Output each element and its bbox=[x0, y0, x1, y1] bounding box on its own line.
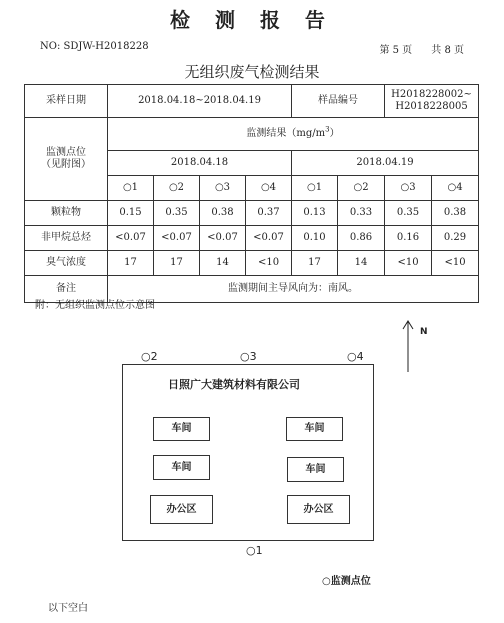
table-cell: <0.07 bbox=[154, 226, 200, 251]
monitoring-point-1: ○1 bbox=[246, 544, 263, 557]
point-header: ○2 bbox=[154, 176, 200, 201]
sample-no-line2: H2018228005 bbox=[395, 101, 468, 112]
table-cell: 14 bbox=[200, 251, 246, 276]
point-header: ○2 bbox=[338, 176, 385, 201]
monitoring-point-2: ○2 bbox=[141, 350, 158, 363]
point-label bbox=[25, 118, 108, 201]
page-info bbox=[379, 41, 464, 56]
point-label-line2: （见附图） bbox=[41, 159, 91, 170]
results-table bbox=[24, 84, 479, 303]
office-building: 办公区 bbox=[287, 495, 350, 524]
sample-no-label: 样品编号 bbox=[292, 85, 385, 118]
table-title: 无组织废气检测结果 bbox=[184, 63, 320, 81]
table-cell: 0.35 bbox=[154, 201, 200, 226]
monitoring-point-4: ○4 bbox=[347, 350, 364, 363]
company-name: 日照广大建筑材料有限公司 bbox=[168, 378, 300, 391]
footer-note: 以下空白 bbox=[48, 603, 88, 614]
table-cell: 0.15 bbox=[108, 201, 154, 226]
table-cell: 0.38 bbox=[432, 201, 479, 226]
office-building: 办公区 bbox=[150, 495, 213, 524]
point-header: ○3 bbox=[200, 176, 246, 201]
table-cell: <0.07 bbox=[200, 226, 246, 251]
table-cell: 0.38 bbox=[200, 201, 246, 226]
north-indicator bbox=[399, 318, 429, 374]
table-cell: <10 bbox=[432, 251, 479, 276]
point-header: ○4 bbox=[432, 176, 479, 201]
legend: ○监测点位 bbox=[322, 576, 371, 587]
sample-no-value bbox=[385, 85, 479, 118]
table-cell: <10 bbox=[385, 251, 432, 276]
sample-no-line1: H2018228002~ bbox=[391, 89, 472, 100]
table-cell: 0.16 bbox=[385, 226, 432, 251]
table-cell: 0.86 bbox=[338, 226, 385, 251]
table-cell: 17 bbox=[108, 251, 154, 276]
table-cell: 0.29 bbox=[432, 226, 479, 251]
monitoring-point-3: ○3 bbox=[240, 350, 257, 363]
result-sup: 3 bbox=[325, 125, 330, 134]
workshop-building: 车间 bbox=[286, 417, 343, 441]
table-row bbox=[25, 201, 479, 226]
diagram-caption: 附：无组织监测点位示意图 bbox=[35, 300, 155, 311]
table-cell: <0.07 bbox=[108, 226, 154, 251]
page-current: 第 5 页 bbox=[379, 45, 413, 56]
result-label: 监测结果（mg/m bbox=[246, 128, 326, 139]
table-row bbox=[25, 251, 479, 276]
page-total: 共 8 页 bbox=[431, 45, 464, 56]
point-label-line1: 监测点位 bbox=[46, 147, 86, 158]
row-label: 臭气浓度 bbox=[25, 251, 108, 276]
north-label: N bbox=[420, 327, 428, 337]
table-cell: 0.10 bbox=[292, 226, 338, 251]
point-header: ○1 bbox=[108, 176, 154, 201]
point-header: ○3 bbox=[385, 176, 432, 201]
report-number: NO: SDJW-H2018228 bbox=[40, 41, 149, 52]
row-label: 非甲烷总烃 bbox=[25, 226, 108, 251]
remark-value: 监测期间主导风向为：南风。 bbox=[108, 276, 479, 303]
point-header: ○1 bbox=[292, 176, 338, 201]
table-cell: 0.35 bbox=[385, 201, 432, 226]
point-header: ○4 bbox=[246, 176, 292, 201]
table-cell: <10 bbox=[246, 251, 292, 276]
result-header bbox=[108, 118, 479, 151]
workshop-building: 车间 bbox=[153, 417, 210, 441]
table-row bbox=[25, 226, 479, 251]
workshop-building: 车间 bbox=[287, 457, 344, 482]
table-cell: 17 bbox=[154, 251, 200, 276]
table-cell: 0.33 bbox=[338, 201, 385, 226]
row-label: 颗粒物 bbox=[25, 201, 108, 226]
remark-label: 备注 bbox=[25, 276, 108, 303]
table-cell: 0.13 bbox=[292, 201, 338, 226]
sampling-date-value: 2018.04.18~2018.04.19 bbox=[108, 85, 292, 118]
result-close: ） bbox=[329, 128, 340, 139]
date-header-2: 2018.04.19 bbox=[292, 151, 479, 176]
table-cell: 0.37 bbox=[246, 201, 292, 226]
sampling-date-label: 采样日期 bbox=[25, 85, 108, 118]
table-cell: 17 bbox=[292, 251, 338, 276]
table-cell: <0.07 bbox=[246, 226, 292, 251]
date-header-1: 2018.04.18 bbox=[108, 151, 292, 176]
document-title: 检 测 报 告 bbox=[170, 8, 334, 32]
table-cell: 14 bbox=[338, 251, 385, 276]
workshop-building: 车间 bbox=[153, 455, 210, 480]
